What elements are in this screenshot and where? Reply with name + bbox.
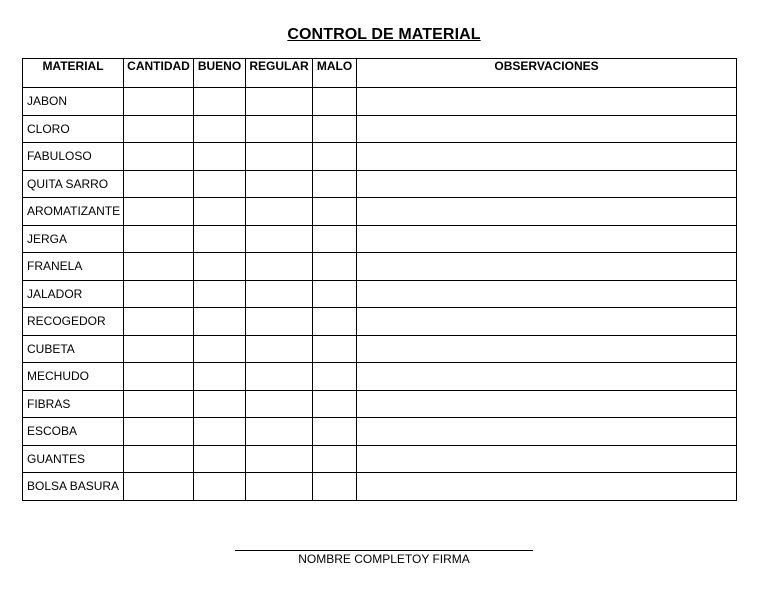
cell-cantidad[interactable] <box>124 198 194 226</box>
cell-regular[interactable] <box>246 445 313 473</box>
table-row <box>23 363 737 391</box>
cell-regular[interactable] <box>246 88 313 116</box>
cell-observaciones[interactable] <box>357 280 737 308</box>
cell-regular[interactable] <box>246 115 313 143</box>
cell-material: JALADOR <box>23 280 124 308</box>
cell-regular[interactable] <box>246 418 313 446</box>
table-row <box>23 473 737 501</box>
table-row <box>23 143 737 171</box>
cell-malo[interactable] <box>313 390 357 418</box>
cell-bueno[interactable] <box>194 88 246 116</box>
cell-regular[interactable] <box>246 143 313 171</box>
cell-observaciones[interactable] <box>357 170 737 198</box>
cell-cantidad[interactable] <box>124 445 194 473</box>
cell-observaciones[interactable] <box>357 308 737 336</box>
header-malo: MALO <box>313 59 357 88</box>
cell-malo[interactable] <box>313 115 357 143</box>
cell-observaciones[interactable] <box>357 115 737 143</box>
document-title: CONTROL DE MATERIAL <box>287 26 481 43</box>
cell-bueno[interactable] <box>194 335 246 363</box>
cell-bueno[interactable] <box>194 253 246 281</box>
cell-material: ESCOBA <box>23 418 124 446</box>
cell-cantidad[interactable] <box>124 308 194 336</box>
cell-bueno[interactable] <box>194 418 246 446</box>
cell-cantidad[interactable] <box>124 143 194 171</box>
cell-observaciones[interactable] <box>357 418 737 446</box>
cell-material: BOLSA BASURA <box>23 473 124 501</box>
cell-bueno[interactable] <box>194 170 246 198</box>
cell-bueno[interactable] <box>194 225 246 253</box>
cell-material: FRANELA <box>23 253 124 281</box>
table-row <box>23 418 737 446</box>
cell-regular[interactable] <box>246 473 313 501</box>
cell-regular[interactable] <box>246 363 313 391</box>
cell-cantidad[interactable] <box>124 115 194 143</box>
cell-cantidad[interactable] <box>124 473 194 501</box>
cell-observaciones[interactable] <box>357 143 737 171</box>
cell-material: JABON <box>23 88 124 116</box>
cell-malo[interactable] <box>313 170 357 198</box>
cell-bueno[interactable] <box>194 115 246 143</box>
cell-regular[interactable] <box>246 253 313 281</box>
cell-bueno[interactable] <box>194 308 246 336</box>
cell-bueno[interactable] <box>194 363 246 391</box>
cell-material: GUANTES <box>23 445 124 473</box>
cell-material: CUBETA <box>23 335 124 363</box>
cell-malo[interactable] <box>313 335 357 363</box>
header-regular: REGULAR <box>246 59 313 88</box>
cell-material: RECOGEDOR <box>23 308 124 336</box>
table-row <box>23 170 737 198</box>
table-row <box>23 390 737 418</box>
cell-material: QUITA SARRO <box>23 170 124 198</box>
cell-material: CLORO <box>23 115 124 143</box>
cell-malo[interactable] <box>313 308 357 336</box>
cell-observaciones[interactable] <box>357 88 737 116</box>
cell-cantidad[interactable] <box>124 88 194 116</box>
header-cantidad: CANTIDAD <box>124 59 194 88</box>
cell-malo[interactable] <box>313 473 357 501</box>
cell-malo[interactable] <box>313 225 357 253</box>
cell-material: FIBRAS <box>23 390 124 418</box>
cell-malo[interactable] <box>313 445 357 473</box>
cell-regular[interactable] <box>246 225 313 253</box>
cell-regular[interactable] <box>246 280 313 308</box>
table-row <box>23 115 737 143</box>
table-row <box>23 253 737 281</box>
cell-malo[interactable] <box>313 280 357 308</box>
cell-observaciones[interactable] <box>357 225 737 253</box>
cell-regular[interactable] <box>246 170 313 198</box>
cell-observaciones[interactable] <box>357 198 737 226</box>
cell-bueno[interactable] <box>194 445 246 473</box>
cell-material: FABULOSO <box>23 143 124 171</box>
cell-regular[interactable] <box>246 198 313 226</box>
table-row <box>23 225 737 253</box>
cell-cantidad[interactable] <box>124 225 194 253</box>
cell-material: MECHUDO <box>23 363 124 391</box>
header-material: MATERIAL <box>23 59 124 88</box>
cell-material: JERGA <box>23 225 124 253</box>
cell-bueno[interactable] <box>194 473 246 501</box>
cell-observaciones[interactable] <box>357 390 737 418</box>
material-control-table <box>22 58 737 501</box>
table-row <box>23 445 737 473</box>
header-observaciones: OBSERVACIONES <box>357 59 737 88</box>
cell-observaciones[interactable] <box>357 473 737 501</box>
cell-bueno[interactable] <box>194 143 246 171</box>
cell-observaciones[interactable] <box>357 253 737 281</box>
cell-cantidad[interactable] <box>124 170 194 198</box>
table-row <box>23 308 737 336</box>
cell-cantidad[interactable] <box>124 335 194 363</box>
table-row <box>23 280 737 308</box>
cell-cantidad[interactable] <box>124 280 194 308</box>
cell-malo[interactable] <box>313 88 357 116</box>
signature-line <box>235 550 533 551</box>
cell-malo[interactable] <box>313 363 357 391</box>
cell-observaciones[interactable] <box>357 363 737 391</box>
cell-malo[interactable] <box>313 198 357 226</box>
table-row <box>23 198 737 226</box>
cell-cantidad[interactable] <box>124 418 194 446</box>
cell-bueno[interactable] <box>194 198 246 226</box>
cell-cantidad[interactable] <box>124 363 194 391</box>
cell-bueno[interactable] <box>194 390 246 418</box>
cell-malo[interactable] <box>313 143 357 171</box>
cell-regular[interactable] <box>246 335 313 363</box>
cell-malo[interactable] <box>313 253 357 281</box>
cell-bueno[interactable] <box>194 280 246 308</box>
cell-malo[interactable] <box>313 418 357 446</box>
cell-cantidad[interactable] <box>124 253 194 281</box>
cell-material: AROMATIZANTE <box>23 198 124 226</box>
header-row <box>23 59 737 88</box>
cell-regular[interactable] <box>246 308 313 336</box>
cell-cantidad[interactable] <box>124 390 194 418</box>
cell-regular[interactable] <box>246 390 313 418</box>
table-row <box>23 88 737 116</box>
header-bueno: BUENO <box>194 59 246 88</box>
signature-label: NOMBRE COMPLETOY FIRMA <box>298 552 470 566</box>
cell-observaciones[interactable] <box>357 445 737 473</box>
table-row <box>23 335 737 363</box>
cell-observaciones[interactable] <box>357 335 737 363</box>
